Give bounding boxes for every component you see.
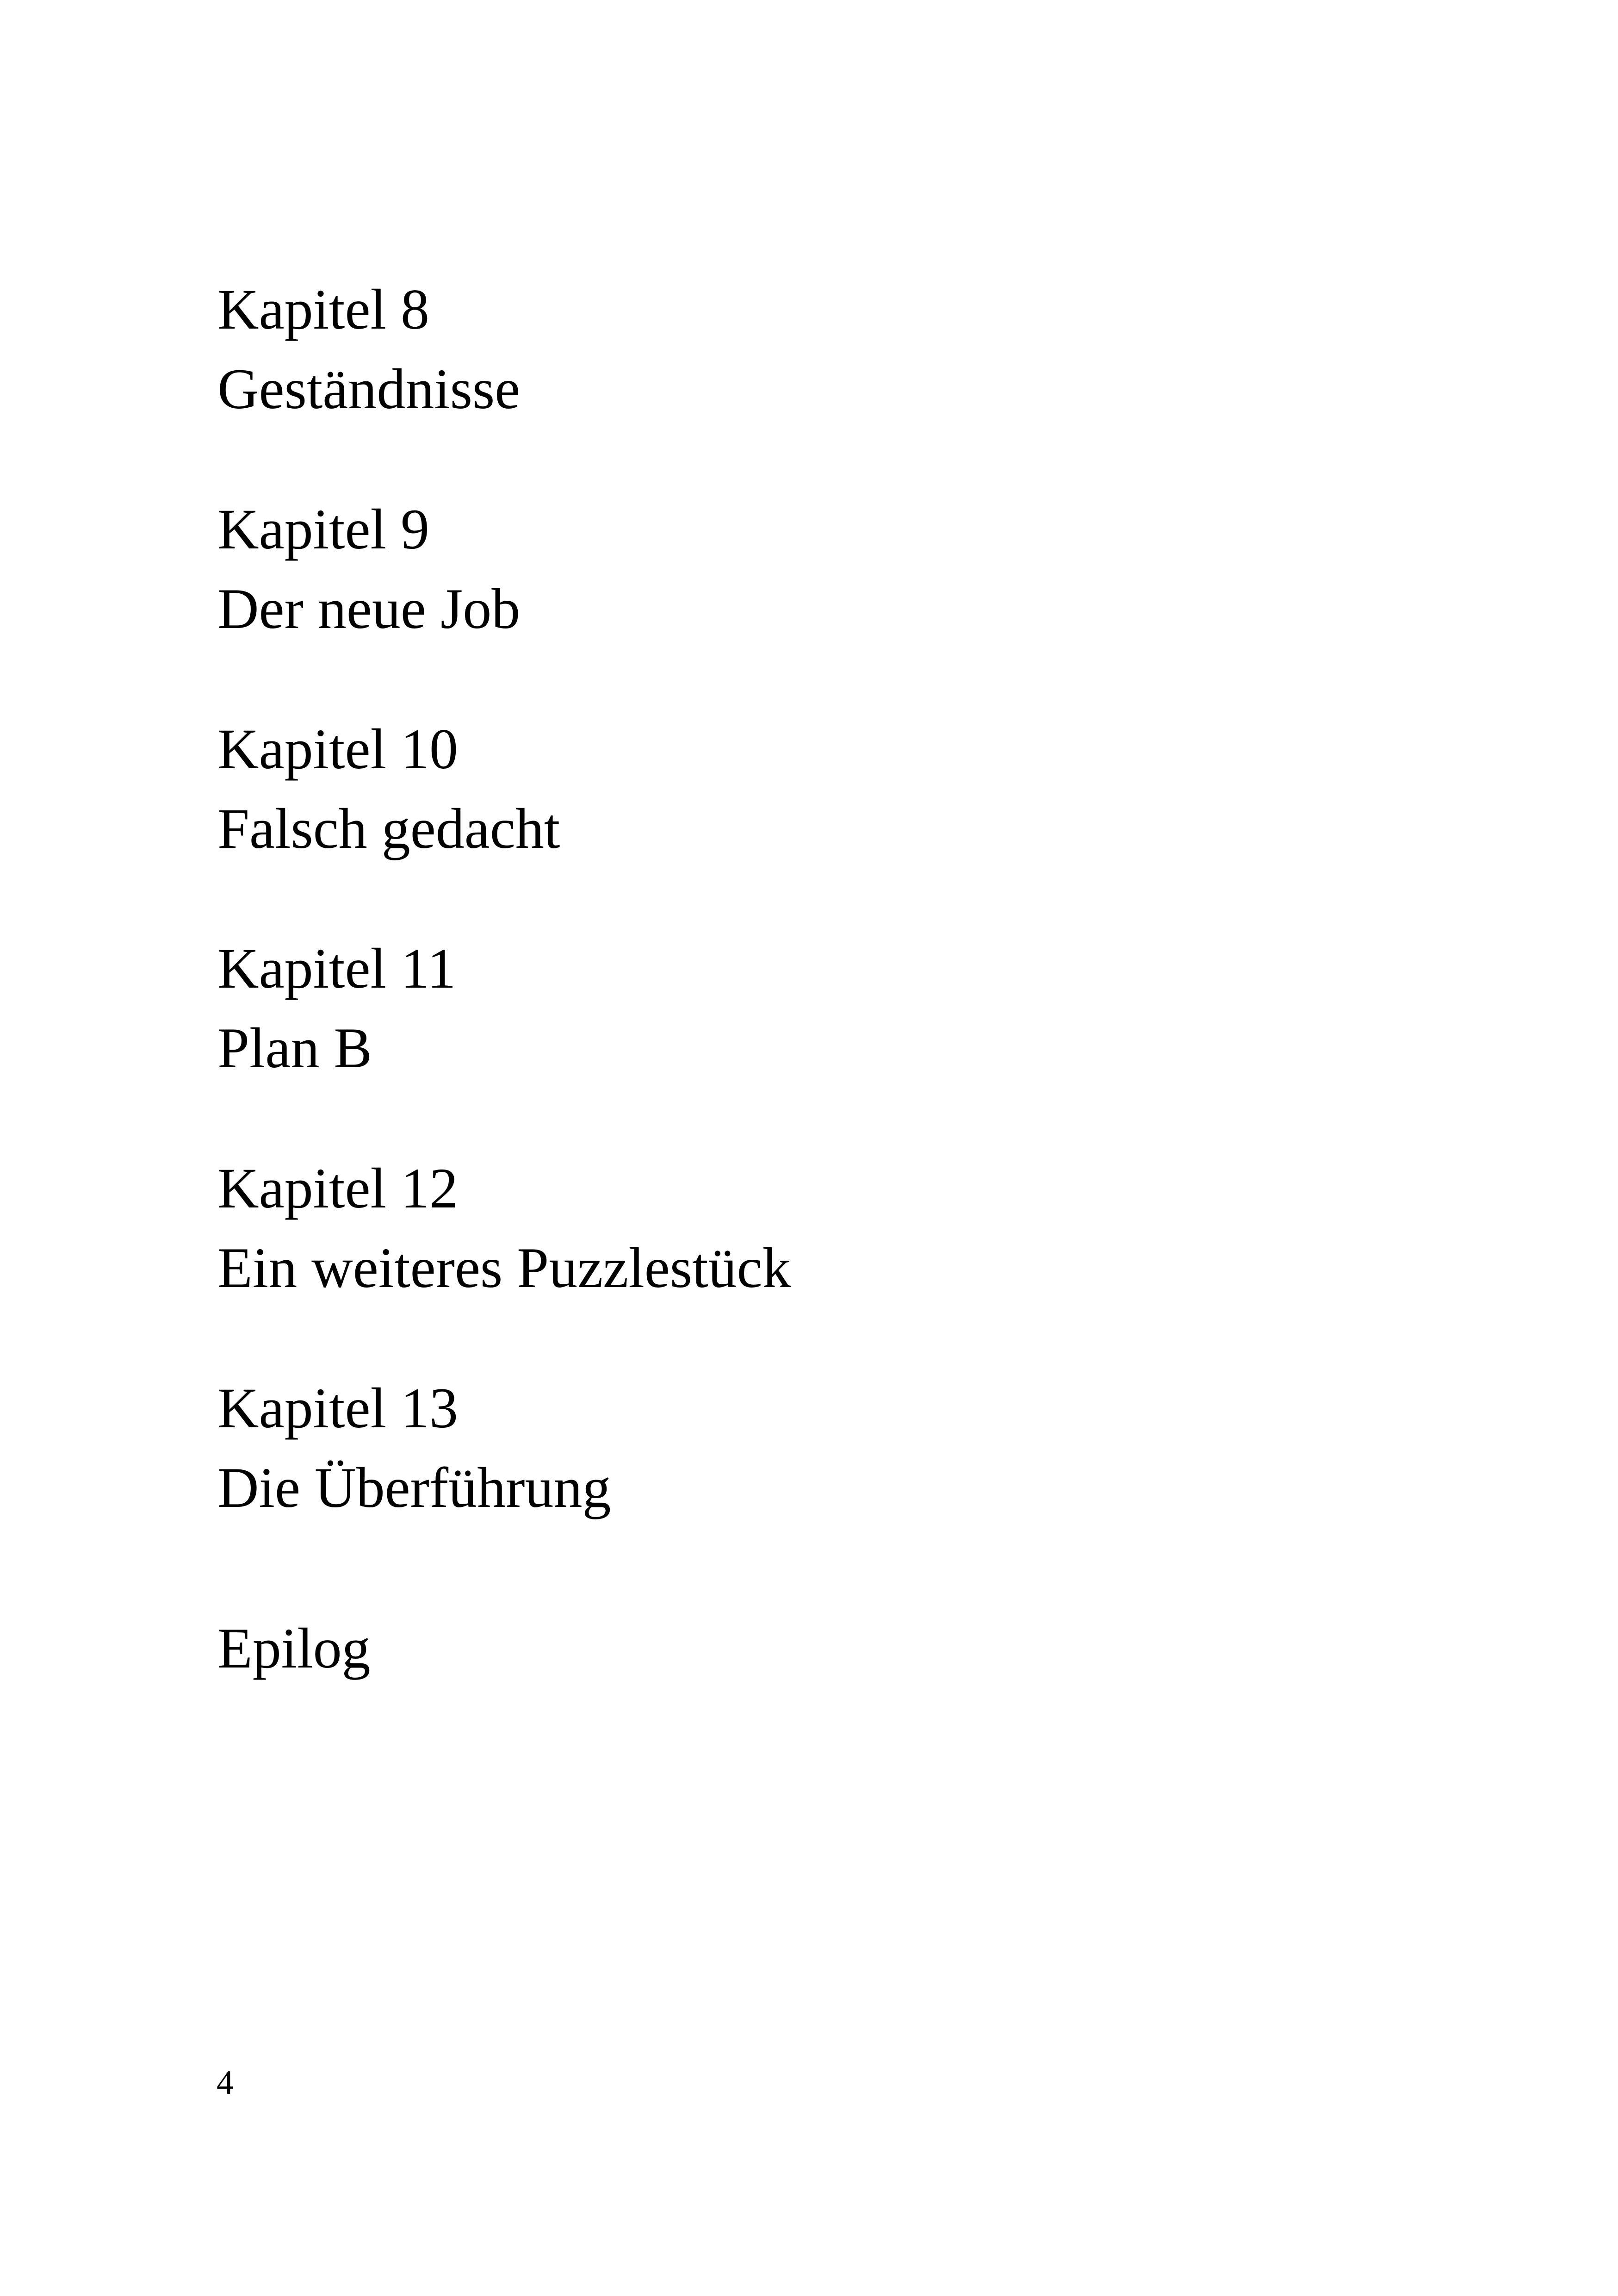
chapter-number: Kapitel 13 (217, 1376, 458, 1440)
chapter-title: Die Überführung (217, 1456, 611, 1519)
chapter-title: Der neue Job (217, 577, 521, 641)
toc-entry-chapter-10 (217, 709, 560, 869)
chapter-title: Falsch gedacht (217, 797, 560, 860)
chapter-number: Kapitel 9 (217, 498, 429, 561)
toc-entry-chapter-12 (217, 1149, 791, 1308)
table-of-contents (217, 0, 1467, 2296)
chapter-number: Epilog (217, 1617, 371, 1680)
toc-entry-chapter-11 (217, 929, 456, 1088)
chapter-title: Geständnisse (217, 357, 521, 421)
toc-entry-chapter-9 (217, 490, 520, 649)
chapter-number: Kapitel 12 (217, 1157, 458, 1220)
chapter-title: Ein weiteres Puzzlestück (217, 1236, 791, 1300)
toc-entry-epilog (217, 1609, 371, 1688)
page-number: 4 (217, 2064, 234, 2102)
chapter-number: Kapitel 11 (217, 937, 456, 1000)
chapter-number: Kapitel 10 (217, 717, 458, 781)
toc-entry-chapter-13 (217, 1369, 611, 1528)
toc-entry-chapter-8 (217, 270, 520, 429)
chapter-title: Plan B (217, 1016, 372, 1080)
chapter-number: Kapitel 8 (217, 278, 429, 341)
